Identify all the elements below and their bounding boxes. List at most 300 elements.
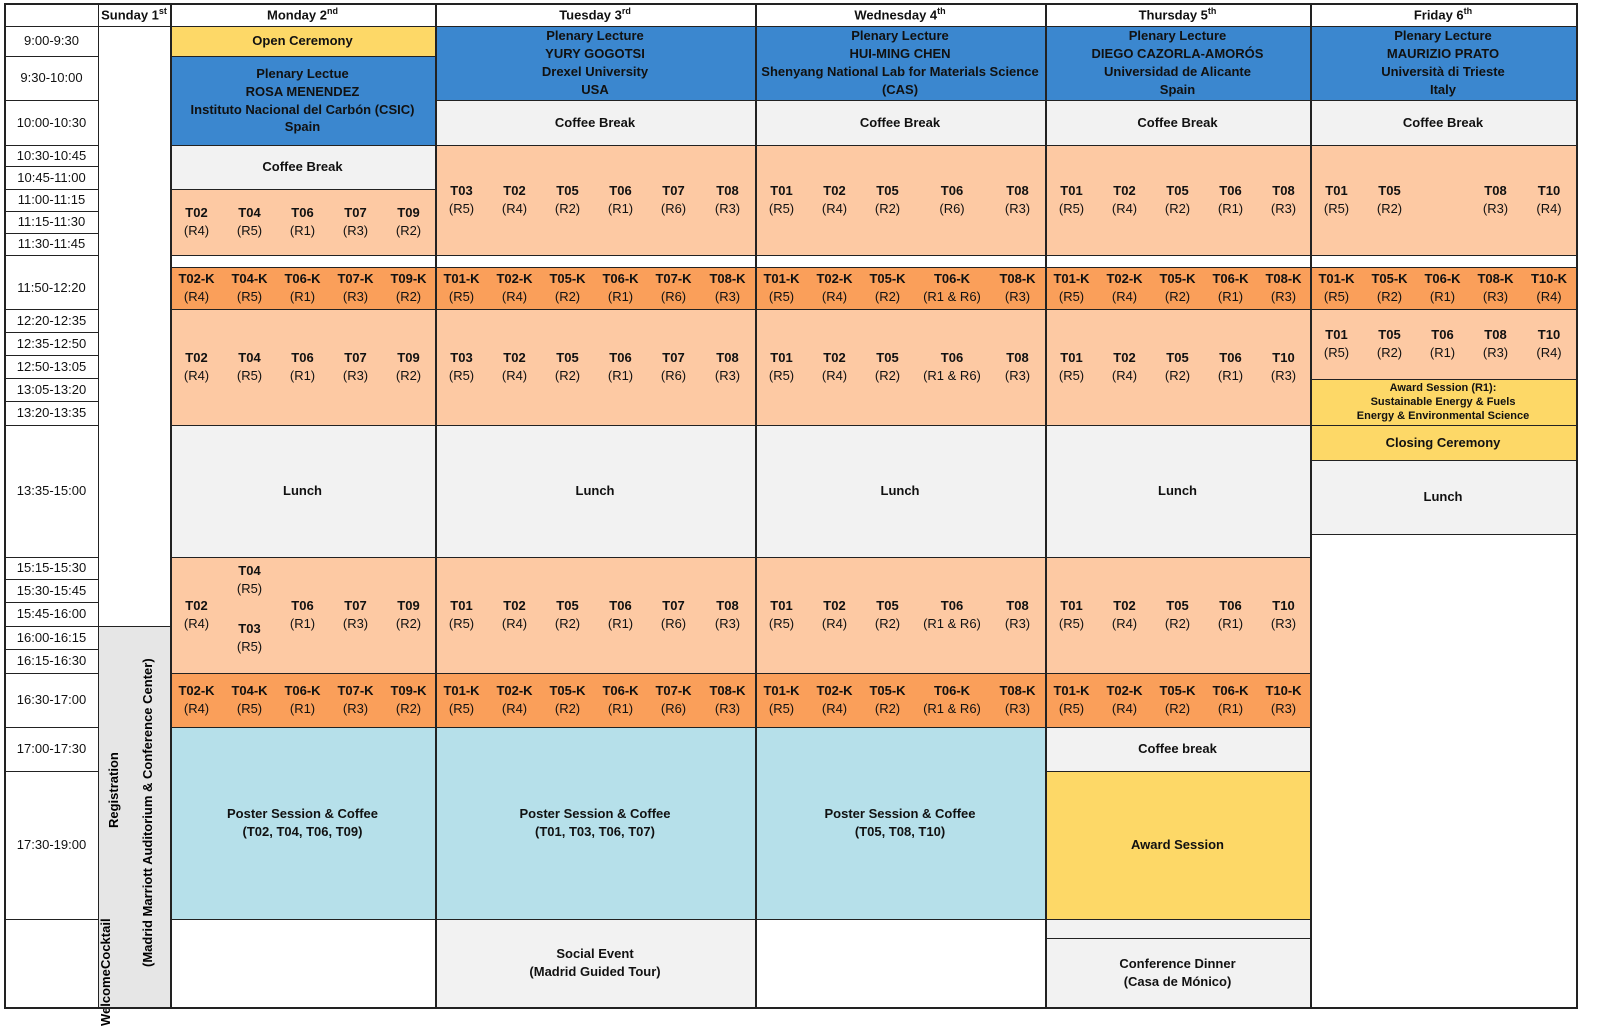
plenary-line: (CAS) [881, 81, 919, 97]
session-code: T08-K [709, 271, 746, 287]
session-code: T09 [397, 350, 420, 366]
session-room: (R5) [1058, 616, 1085, 631]
session-code: T07 [662, 350, 685, 366]
session-code: T01 [1060, 183, 1083, 199]
session-code: T06-K [284, 683, 321, 699]
closing-text: Closing Ceremony [1385, 434, 1501, 450]
session-room: (R1) [289, 616, 316, 631]
session-code: T08-K [1265, 271, 1302, 287]
time-slot: 11:00-11:15 [17, 192, 86, 208]
monday-open-text: Open Ceremony [252, 33, 353, 49]
session-room: (R5) [448, 368, 475, 383]
session-room: (R2) [554, 289, 581, 304]
session-room: (R1) [607, 616, 634, 631]
poster-topics: (T02, T04, T06, T09) [242, 824, 363, 839]
session-room: (R5) [448, 289, 475, 304]
session-code: T06-K [933, 271, 971, 287]
plenary-line: USA [581, 81, 609, 97]
session-room: (R1) [1217, 289, 1244, 304]
session-room: (R4) [183, 223, 210, 238]
session-code: T04-K [231, 683, 268, 699]
plenary-line: Plenary Lecture [1128, 28, 1227, 44]
session-room: (R4) [1536, 289, 1562, 304]
session-room: (R3) [1482, 289, 1509, 304]
session-code: T07-K [337, 683, 374, 699]
time-slot: 15:45-16:00 [16, 606, 87, 622]
welcome-line: Welcome [98, 968, 113, 1026]
time-slot: 12:50-13:05 [16, 358, 87, 374]
session-room: (R4) [183, 368, 210, 383]
session-room: (R4) [501, 289, 528, 304]
session-code: T09-K [390, 683, 427, 699]
session-code: T02-K [1106, 271, 1143, 287]
award-text: Award Session [1131, 837, 1224, 853]
session-code: T08 [716, 350, 739, 366]
session-room: (R4) [821, 368, 848, 383]
session-code: T01 [450, 598, 473, 614]
header-thursday-sup: th [1207, 6, 1217, 17]
session-code: T06 [609, 350, 632, 366]
plenary-line: Plenary Lecture [1394, 28, 1492, 44]
session-room: (R1) [1217, 701, 1244, 716]
poster-topics: (T01, T03, T06, T07) [535, 824, 655, 839]
session-room: (R2) [874, 616, 901, 631]
session-code: T10 [1272, 350, 1295, 366]
session-room: (R6) [660, 201, 687, 216]
plenary-line: DIEGO CAZORLA-AMORÓS [1091, 46, 1264, 62]
coffee-text: Coffee Break [262, 159, 343, 175]
session-room: (R5) [768, 616, 795, 631]
session-code: T02-K [816, 683, 853, 699]
session-room: (R1) [607, 701, 634, 716]
session-code: T06 [1219, 350, 1242, 366]
session-code: T06-K [933, 683, 971, 699]
session-code: T03 [450, 350, 473, 366]
session-room: (R3) [1004, 701, 1031, 716]
poster-title: Poster Session & Coffee [227, 806, 378, 822]
session-code: T01-K [1053, 683, 1090, 699]
session-code: T01-K [763, 271, 800, 287]
session-room: (R3) [714, 701, 741, 716]
plenary-line: Plenary Lecture [851, 28, 949, 44]
session-room: (R5) [1323, 345, 1350, 360]
session-room: (R5) [236, 701, 263, 716]
session-code: T06 [1219, 183, 1242, 199]
session-code: T06-K [284, 271, 321, 287]
session-room: (R4) [821, 701, 848, 716]
session-code: T06 [291, 350, 314, 366]
session-room: (R4) [1536, 345, 1562, 360]
session-code: T06-K [1424, 271, 1461, 287]
session-room: (R1) [1429, 345, 1456, 360]
session-room: (R2) [395, 368, 422, 383]
session-room: (R4) [501, 701, 528, 716]
session-room: (R3) [1004, 289, 1031, 304]
session-code: T02-K [816, 271, 853, 287]
session-code: T05 [1166, 598, 1189, 614]
session-room: (R3) [1004, 616, 1031, 631]
session-code: T07-K [655, 271, 692, 287]
session-code: T05 [1378, 183, 1401, 199]
time-slot: 10:30-10:45 [16, 147, 87, 163]
social-detail: (Madrid Guided Tour) [529, 964, 661, 979]
coffee-text: Coffee Break [1402, 114, 1484, 130]
session-code: T05-K [1371, 271, 1408, 287]
session-code: T05 [556, 350, 579, 366]
plenary-line: Shenyang National Lab for Materials Science [761, 64, 1039, 79]
session-code: T08-K [999, 271, 1036, 287]
time-slot: 10:45-11:00 [17, 169, 86, 185]
session-code: T06 [291, 205, 314, 221]
session-room: (R3) [714, 201, 741, 216]
session-room: (R6) [660, 701, 687, 716]
session-room: (R3) [714, 368, 741, 383]
session-room: (R3) [342, 368, 369, 383]
session-code: T10-K [1265, 683, 1302, 699]
session-code: T04 [238, 205, 261, 221]
session-room: (R1 & R6) [923, 368, 981, 383]
plenary-line: YURY GOGOTSI [545, 46, 645, 62]
session-code: T06 [609, 598, 632, 614]
session-code: T06-K [1212, 683, 1249, 699]
session-room: (R2) [554, 701, 581, 716]
session-code: T01 [1325, 183, 1348, 199]
session-room: (R2) [874, 368, 901, 383]
plenary-line: ROSA MENENDEZ [245, 83, 360, 99]
header-friday-sup: th [1463, 6, 1473, 17]
session-code: T06-K [602, 271, 639, 287]
session-room: (R4) [1111, 701, 1138, 716]
session-code: T02 [185, 598, 208, 614]
time-slot: 15:15-15:30 [16, 560, 87, 576]
session-room: (R1) [607, 368, 634, 383]
session-room: (R1) [289, 289, 316, 304]
session-code: T02 [823, 183, 846, 199]
session-code: T08 [1006, 183, 1029, 199]
session-room: (R4) [183, 616, 210, 631]
session-code: T08 [1484, 183, 1507, 199]
award-line: Energy & Environmental Science [1356, 410, 1530, 423]
session-code: T02 [823, 350, 846, 366]
session-code: T05 [1166, 350, 1189, 366]
session-room: (R3) [1270, 368, 1297, 383]
time-slot: 13:35-15:00 [16, 483, 87, 499]
session-room: (R4) [183, 289, 210, 304]
cocktail-line: Cocktail [98, 918, 113, 969]
session-room: (R3) [1482, 345, 1509, 360]
time-slot: 17:30-19:00 [16, 837, 87, 853]
plenary-line: Spain [284, 119, 321, 135]
session-code: T05-K [549, 683, 586, 699]
session-code: T02 [503, 183, 526, 199]
session-code: T08-K [999, 683, 1036, 699]
session-room: (R4) [501, 201, 528, 216]
time-slot: 13:05-13:20 [16, 381, 87, 397]
session-room: (R5) [236, 638, 263, 654]
session-room: (R1) [607, 289, 634, 304]
session-code: T07 [662, 598, 685, 614]
plenary-line: Plenary Lectue [256, 65, 349, 81]
schedule-frame [4, 3, 1578, 1009]
session-code: T02-K [496, 271, 533, 287]
time-slot: 10:00-10:30 [16, 114, 87, 130]
plenary-line: Spain [1159, 81, 1196, 97]
session-room: (R3) [1482, 201, 1509, 216]
session-room: (R5) [448, 701, 475, 716]
session-code: T04 [238, 350, 261, 366]
session-code: T02 [1113, 183, 1136, 199]
session-code: T03 [450, 183, 473, 199]
header-tuesday-sup: rd [621, 6, 631, 17]
session-room: (R2) [395, 223, 422, 238]
session-code: T06 [940, 183, 964, 199]
session-code: T01-K [763, 683, 800, 699]
session-room: (R5) [768, 701, 795, 716]
session-room: (R2) [554, 201, 581, 216]
session-room: (R6) [660, 616, 687, 631]
session-code: T02 [503, 350, 526, 366]
time-slot: 9:30-10:00 [20, 70, 83, 86]
session-room: (R3) [342, 701, 369, 716]
session-code: T01 [770, 598, 793, 614]
award-line: Award Session (R1): [1389, 381, 1497, 394]
session-room: (R1) [289, 223, 316, 238]
session-room: (R4) [821, 289, 848, 304]
header-sunday-sup: st [158, 6, 167, 17]
session-code: T03 [238, 620, 261, 636]
session-room: (R2) [874, 201, 901, 216]
session-room: (R5) [448, 201, 475, 216]
session-room: (R4) [1111, 616, 1138, 631]
session-code: T10 [1272, 598, 1295, 614]
session-room: (R4) [821, 616, 848, 631]
session-code: T07 [344, 598, 367, 614]
session-code: T05 [1166, 183, 1189, 199]
lunch-text: Lunch [1423, 489, 1463, 505]
header-thursday-label: Thursday 5 [1138, 7, 1208, 23]
session-code: T05 [556, 598, 579, 614]
session-room: (R5) [768, 201, 795, 216]
session-room: (R3) [1270, 616, 1297, 631]
registration-title: Registration [106, 752, 121, 828]
session-room: (R5) [1058, 201, 1085, 216]
session-room: (R2) [1164, 368, 1191, 383]
session-code: T02-K [496, 683, 533, 699]
session-code: T04-K [231, 271, 268, 287]
session-code: T05 [876, 350, 899, 366]
plenary-line: MAURIZIO PRATO [1386, 46, 1500, 62]
session-room: (R5) [236, 289, 263, 304]
time-slot: 16:30-17:00 [16, 692, 87, 708]
session-code: T08 [1272, 183, 1295, 199]
dinner-title: Conference Dinner [1119, 955, 1236, 971]
session-room: (R1) [1217, 616, 1244, 631]
session-code: T07-K [655, 683, 692, 699]
session-room: (R4) [501, 616, 528, 631]
session-code: T05 [556, 183, 579, 199]
session-room: (R3) [1270, 201, 1297, 216]
session-room: (R5) [1323, 289, 1350, 304]
session-code: T01 [770, 350, 793, 366]
session-code: T01 [1060, 598, 1083, 614]
session-room: (R2) [1164, 616, 1191, 631]
poster-title: Poster Session & Coffee [824, 806, 976, 822]
session-code: T06 [1219, 598, 1242, 614]
session-code: T05-K [1159, 271, 1196, 287]
session-room: (R2) [1376, 201, 1403, 216]
session-room: (R4) [1111, 368, 1138, 383]
dinner-venue: (Casa de Mónico) [1123, 973, 1232, 989]
session-code: T02 [1113, 598, 1136, 614]
session-code: T02-K [1106, 683, 1143, 699]
time-slot: 11:15-11:30 [17, 214, 86, 230]
session-code: T08-K [709, 683, 746, 699]
session-room: (R3) [342, 223, 369, 238]
header-tuesday-label: Tuesday 3 [559, 7, 622, 23]
coffee-text: Coffee Break [554, 114, 636, 130]
plenary-line: HUI-MING CHEN [849, 46, 951, 62]
session-room: (R3) [1270, 289, 1297, 304]
session-code: T08 [1484, 327, 1507, 343]
session-code: T09 [397, 205, 420, 221]
session-code: T02 [823, 598, 846, 614]
session-code: T10 [1537, 183, 1561, 199]
session-room: (R1) [607, 201, 634, 216]
session-room: (R5) [448, 616, 475, 631]
session-room: (R3) [342, 616, 369, 631]
session-room: (R4) [501, 368, 528, 383]
session-code: T04 [238, 562, 261, 578]
session-room: (R3) [1004, 201, 1031, 216]
session-code: T02 [185, 205, 208, 221]
session-code: T01-K [1053, 271, 1090, 287]
registration-venue-text: (Madrid Marriott Auditorium & Conference Center) [140, 658, 155, 968]
session-code: T02 [185, 350, 208, 366]
coffee-text: Coffee Break [1137, 114, 1218, 130]
session-code: T10 [1537, 327, 1561, 343]
session-room: (R6) [660, 368, 687, 383]
plenary-line: Italy [1429, 81, 1456, 97]
session-code: T06-K [602, 683, 639, 699]
time-slot: 13:20-13:35 [16, 405, 87, 421]
session-code: T01 [1060, 350, 1083, 366]
session-room: (R3) [1004, 368, 1031, 383]
header-friday-label: Friday 6 [1413, 7, 1464, 23]
session-room: (R2) [874, 289, 901, 304]
session-code: T05 [876, 183, 899, 199]
session-room: (R2) [1376, 289, 1403, 304]
session-room: (R5) [1058, 701, 1085, 716]
plenary-line: Instituto Nacional del Carbón (CSIC) [190, 101, 415, 117]
session-room: (R1) [1429, 289, 1456, 304]
session-code: T06 [291, 598, 314, 614]
session-room: (R5) [1058, 368, 1085, 383]
session-code: T01-K [1318, 271, 1355, 287]
session-room: (R3) [342, 289, 369, 304]
session-room: (R1 & R6) [923, 289, 981, 304]
plenary-line: Drexel University [541, 64, 649, 79]
session-room: (R2) [395, 289, 422, 304]
session-room: (R5) [1323, 201, 1350, 216]
session-code: T01 [1325, 327, 1348, 343]
session-room: (R2) [1376, 345, 1403, 360]
plenary-line: Università di Trieste [1381, 64, 1505, 79]
session-code: T06 [1431, 327, 1454, 343]
session-code: T06-K [1212, 271, 1249, 287]
session-code: T01-K [443, 683, 480, 699]
session-room: (R2) [1164, 201, 1191, 216]
session-code: T09 [397, 598, 420, 614]
time-slot: 9:00-9:30 [24, 33, 79, 49]
poster-topics: (T05, T08, T10) [854, 824, 946, 839]
header-monday-sup: nd [326, 6, 338, 17]
time-slot: 11:50-12:20 [17, 280, 86, 296]
header-wednesday-sup: th [937, 6, 946, 17]
header-wednesday-label: Wednesday 4 [854, 7, 938, 23]
session-room: (R2) [874, 701, 901, 716]
session-room: (R1 & R6) [923, 616, 981, 631]
time-slot: 17:00-17:30 [16, 741, 87, 757]
award-line: Sustainable Energy & Fuels [1370, 395, 1516, 408]
time-slot: 12:20-12:35 [16, 312, 87, 328]
session-room: (R4) [821, 201, 848, 216]
session-room: (R1) [289, 368, 316, 383]
session-code: T07 [662, 183, 685, 199]
session-code: T07-K [337, 271, 374, 287]
session-room: (R4) [1111, 201, 1138, 216]
session-code: T07 [344, 205, 367, 221]
session-code: T02 [1113, 350, 1136, 366]
session-room: (R5) [236, 580, 263, 596]
session-code: T09-K [390, 271, 427, 287]
session-room: (R5) [236, 223, 263, 238]
time-slot: 11:30-11:45 [17, 236, 86, 252]
session-room: (R4) [1111, 289, 1138, 304]
session-code: T06 [940, 598, 964, 614]
session-room: (R1 & R6) [923, 701, 981, 716]
session-code: T05-K [869, 683, 906, 699]
header-monday-label: Monday 2 [267, 7, 327, 23]
session-room: (R2) [554, 368, 581, 383]
session-code: T05-K [1159, 683, 1196, 699]
plenary-line: Plenary Lecture [546, 28, 644, 44]
session-room: (R4) [183, 701, 210, 716]
session-code: T07 [344, 350, 367, 366]
session-code: T05-K [869, 271, 906, 287]
session-room: (R1) [1217, 201, 1244, 216]
session-room: (R4) [1536, 201, 1562, 216]
session-room: (R5) [1058, 289, 1085, 304]
header-sunday-label: Sunday 1 [101, 7, 159, 23]
session-room: (R3) [714, 616, 741, 631]
plenary-line: Universidad de Alicante [1104, 64, 1251, 79]
session-room: (R5) [236, 368, 263, 383]
lunch-text: Lunch [1158, 483, 1197, 499]
session-room: (R3) [714, 289, 741, 304]
poster-title: Poster Session & Coffee [519, 806, 671, 822]
session-room: (R2) [554, 616, 581, 631]
session-room: (R6) [939, 201, 965, 216]
session-room: (R1) [1217, 368, 1244, 383]
session-code: T08 [1006, 350, 1029, 366]
time-slot: 16:00-16:15 [16, 629, 87, 645]
session-room: (R2) [1164, 289, 1191, 304]
session-room: (R3) [1270, 701, 1297, 716]
session-room: (R2) [1164, 701, 1191, 716]
lunch-text: Lunch [283, 483, 322, 499]
session-code: T08-K [1477, 271, 1514, 287]
lunch-text: Lunch [575, 483, 615, 499]
